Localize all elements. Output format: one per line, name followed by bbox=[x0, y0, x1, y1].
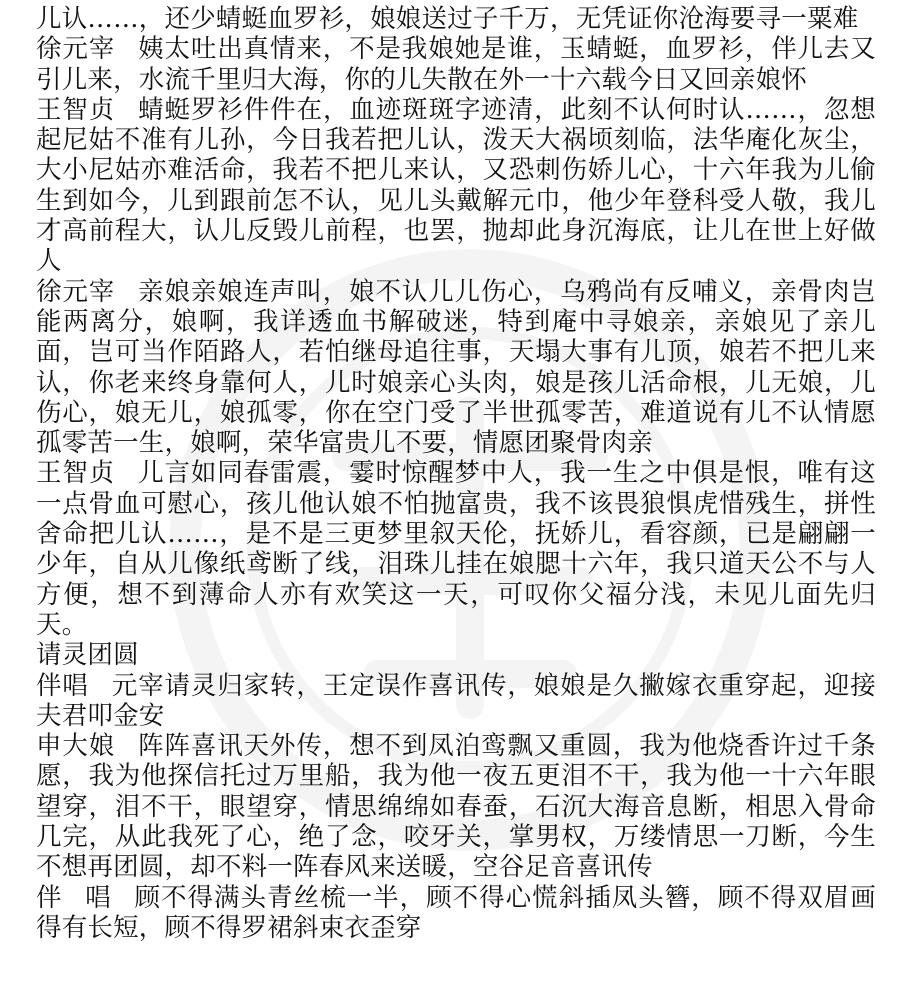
paragraph-text: 儿认……，还少蜻蜓血罗衫，娘娘送过子千万，无凭证你沧海要寻一粟难 bbox=[36, 4, 859, 34]
speaker-name: 申大娘 bbox=[36, 731, 116, 762]
speaker-name: 王智贞 bbox=[36, 94, 116, 125]
paragraph-text: 元宰请灵归家转，王定误作喜讯传，娘娘是久撇嫁衣重穿起，迎接夫君叩金安 bbox=[36, 670, 876, 731]
speaker-name: 王智贞 bbox=[36, 458, 116, 489]
speaker-name: 徐元宰 bbox=[36, 276, 116, 307]
paragraph-text: 阵阵喜讯天外传，想不到凤泊鸾飘又重圆，我为他烧香许过千条愿，我为他探信托过万里船，我为他一夜五更泪不干，我为他一十六年眼望穿，泪不干，眼望穿，情思绵绵如春蚕，石沉大海音息断，相思入骨命几完，从此我死了心，绝了念，咬牙关，掌男权，万缕情思一刀断，今生不想再团圆，却不料一阵春风来送暖，空谷足音喜讯传 bbox=[36, 731, 876, 883]
paragraph-chorus-1 bbox=[36, 671, 876, 732]
paragraph-text: 姨太吐出真情来，不是我娘她是谁，玉蜻蜓，血罗衫，伴儿去又引儿来，水流千里归大海，你的儿失散在外一十六载今日又回亲娘怀 bbox=[36, 34, 876, 95]
paragraph-wang-zhizhen-2 bbox=[36, 458, 876, 640]
speaker-name: 伴唱 bbox=[36, 882, 135, 913]
scene-title: 请灵团圆 bbox=[36, 640, 139, 671]
paragraph-shen-daniang bbox=[36, 731, 876, 882]
scene-heading bbox=[36, 640, 876, 670]
speaker-name: 徐元宰 bbox=[36, 34, 116, 65]
paragraph-text: 亲娘亲娘连声叫，娘不认儿儿伤心，乌鸦尚有反哺义，亲骨肉岂能两离分，娘啊，我详透血书解破迷，特到庵中寻娘亲，亲娘见了亲儿面，岂可当作陌路人，若怕继母追往事，天塌大事有儿顶，娘若不把儿来认，你老来终身靠何人，儿时娘亲心头肉，娘是孩儿活命根，儿无娘，儿伤心，娘无儿，娘孤零，你在空门受了半世孤零苦，难道说有儿不认情愿孤零苦一生，娘啊，荣华富贵儿不要，情愿团聚骨肉亲 bbox=[36, 276, 876, 459]
paragraph-chorus-2 bbox=[36, 883, 876, 944]
paragraph-continuation bbox=[36, 4, 876, 34]
paragraph-text: 儿言如同春雷震，霎时惊醒梦中人，我一生之中俱是恨，唯有这一点骨血可慰心，孩儿他认娘不怕抛富贵，我不该畏狼惧虎惜残生，拼性舍命把儿认……，是不是三更梦里叙天伦，抚娇儿，看容颜，已是翩翩一少年，自从儿像纸鸢断了线，泪珠儿挂在娘腮十六年，我只道天公不与人方便，想不到薄命人亦有欢笑这一天，可叹你父福分浅，未见儿面先归天。 bbox=[36, 458, 876, 640]
paragraph-xu-yuanzai-2 bbox=[36, 277, 876, 459]
speaker-name: 伴唱 bbox=[36, 670, 89, 701]
paragraph-text: 蜻蜓罗衫件件在，血迹斑斑字迹清，此刻不认何时认……，忽想起尼姑不准有儿孙，今日我若把儿认，泼天大祸顷刻临，法华庵化灰尘，大小尼姑亦难活命，我若不把儿来认，又恐刺伤娇儿心，十六年我为儿偷生到如今，儿到跟前怎不认，见儿头戴解元巾，他少年登科受人敬，我儿才高前程大，认儿反毁儿前程，也罢，抛却此身沉海底，让儿在世上好做人 bbox=[36, 94, 876, 277]
paragraph-wang-zhizhen-1 bbox=[36, 95, 876, 277]
paragraph-text: 顾不得满头青丝梳一半，顾不得心慌斜插凤头簪，顾不得双眉画得有长短，顾不得罗裙斜束衣歪穿 bbox=[36, 882, 876, 943]
script-text bbox=[36, 4, 876, 943]
paragraph-xu-yuanzai-1 bbox=[36, 34, 876, 95]
